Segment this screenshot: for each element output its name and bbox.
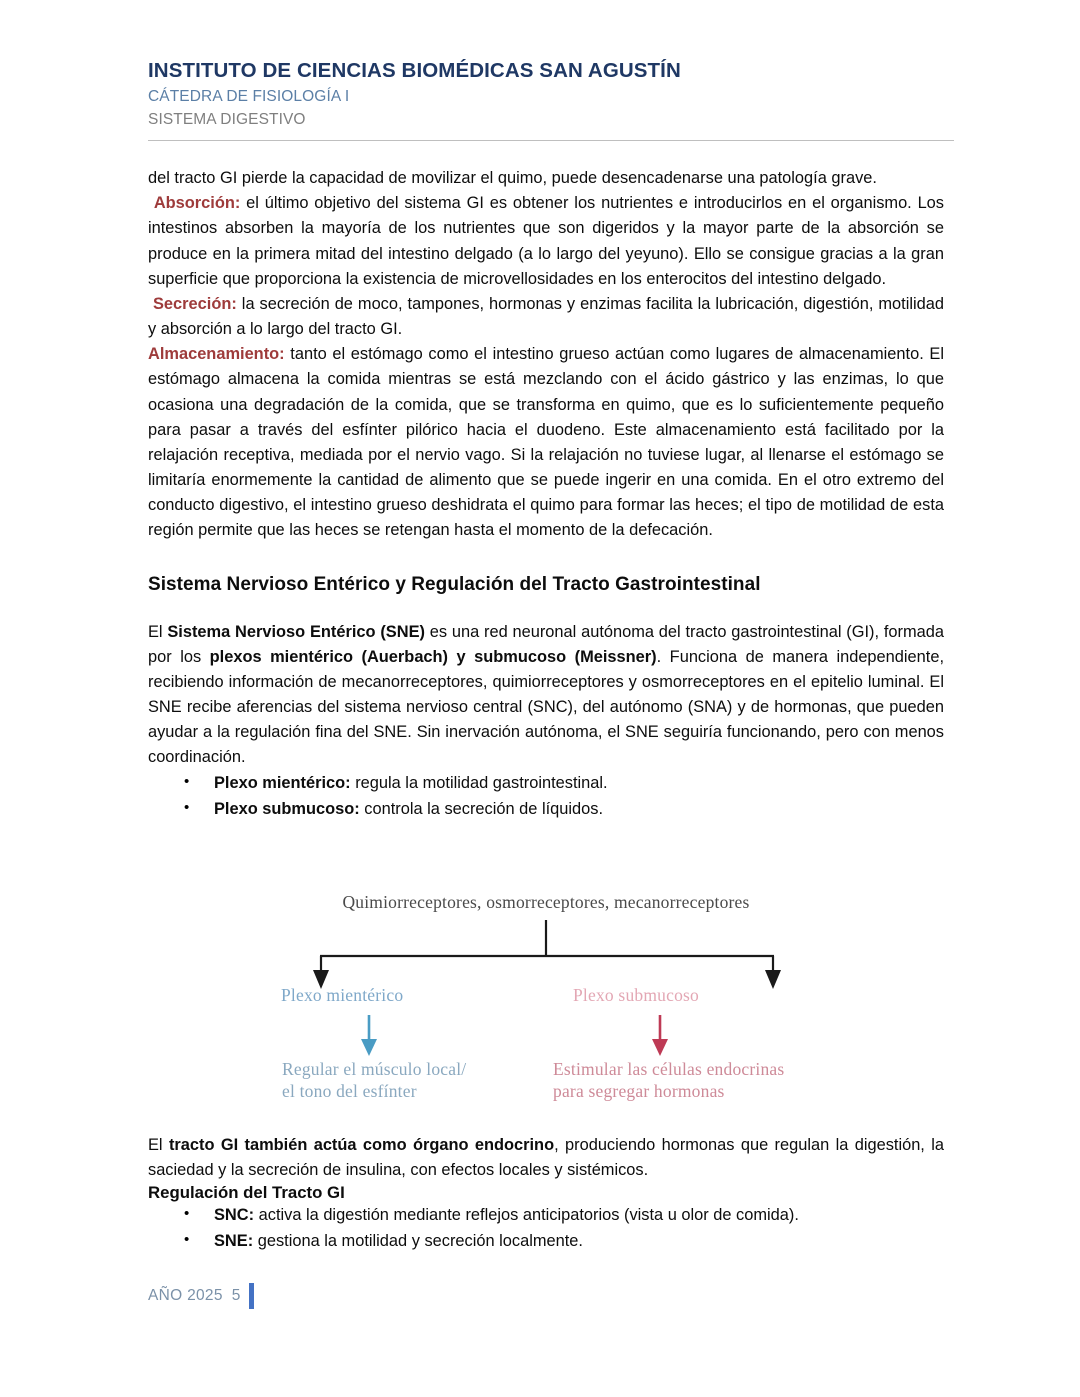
list-item bbox=[148, 1229, 944, 1254]
paragraph-sne bbox=[148, 620, 944, 771]
diagram-label-plexo-submucoso: Plexo submucoso bbox=[573, 985, 699, 1005]
paragraph-almacenamiento-text: tanto el estómago como el intestino grueso actúan como lugares de almacenamiento. El estómago almacena la comida mientras se está mezclando con el ácido gástrico y las enzimas, lo que ocasiona una degradación de la comida, que se transforma en quimo, que es lo suficientemente pequeño para pasar a través del esfínter pilórico hacia el duodeno. Este almacenamiento está facilitado por la relajación receptiva, mediada por el nervio vago. Si la relajación no tuviese lugar, al llenarse el estómago se limitaría enormemente la cantidad de alimento que se puede ingerir en una comida. En el otro extremo del conducto digestivo, el intestino grueso deshidrata el quimo para formar las heces; el tipo de motilidad de esta región permite que las heces se retengan hasta el momento de la defecación. bbox=[148, 345, 944, 540]
paragraph-intro bbox=[148, 166, 944, 191]
footer-accent-bar bbox=[249, 1283, 254, 1309]
paragraph-secrecion-text: la secreción de moco, tampones, hormonas y enzimas facilita la lubricación, digestión, motilidad y absorción a lo largo del tracto GI. bbox=[148, 294, 944, 339]
diagram-outcome-right-line1: Estimular las células endocrinas bbox=[553, 1059, 785, 1079]
page-footer bbox=[148, 1283, 254, 1309]
diagram-label-plexo-mienterico: Plexo mientérico bbox=[281, 985, 404, 1005]
paragraph-endocrino bbox=[148, 1133, 944, 1183]
footer-page-number: 5 bbox=[231, 1287, 241, 1304]
paragraph-secrecion bbox=[148, 292, 944, 342]
subject-subtitle: SISTEMA DIGESTIVO bbox=[148, 110, 306, 128]
institute-title: INSTITUTO DE CIENCIAS BIOMÉDICAS SAN AGUSTÍN bbox=[148, 59, 681, 82]
page-header bbox=[148, 58, 958, 130]
list-item-text: gestiona la motilidad y secreción localmente. bbox=[253, 1232, 583, 1251]
endo-text-c: , produciendo hormonas que regulan la digestión, la saciedad y la secreción de insulina, con efectos locales y sistémicos. bbox=[148, 1136, 944, 1180]
list-item bbox=[148, 1203, 944, 1228]
endo-text-a: El bbox=[148, 1136, 169, 1154]
diagram-outcome-left-line1: Regular el músculo local/ bbox=[282, 1059, 467, 1079]
list-item-text: activa la digestión mediante reflejos anticipatorios (vista u olor de comida). bbox=[254, 1206, 799, 1225]
list-item-text: regula la motilidad gastrointestinal. bbox=[350, 773, 608, 792]
sne-term-plexos: plexos mientérico (Auerbach) y submucoso (Meissner) bbox=[209, 647, 657, 666]
keyword-absorcion: Absorción: bbox=[153, 194, 241, 213]
diagram-connectors bbox=[148, 884, 944, 1124]
list-item-label: Plexo mientérico: bbox=[214, 773, 351, 792]
diagram-outcome-left bbox=[282, 1058, 502, 1103]
arrowhead-crimson-icon bbox=[652, 1039, 668, 1056]
paragraph-absorcion bbox=[148, 191, 944, 292]
sne-text-c: es una red neuronal autónoma del tracto gastrointestinal (GI), formada por los bbox=[148, 622, 944, 666]
list-item-label: SNC: bbox=[214, 1206, 255, 1225]
header-divider bbox=[148, 140, 954, 141]
bullet-dot-icon: • bbox=[184, 798, 190, 816]
footer-year: AÑO 2025 bbox=[148, 1287, 223, 1304]
section-heading: Sistema Nervioso Entérico y Regulación del Tracto Gastrointestinal bbox=[148, 573, 761, 595]
diagram-top-label: Quimiorreceptores, osmorreceptores, mecanorreceptores bbox=[342, 892, 750, 912]
regulacion-bullet-list bbox=[148, 1203, 944, 1254]
list-item-text: controla la secreción de líquidos. bbox=[359, 799, 604, 818]
plexos-bullet-list bbox=[148, 771, 944, 822]
diagram-outcome-right-line2: para segregar hormonas bbox=[553, 1081, 725, 1102]
sne-flow-diagram bbox=[148, 884, 944, 1124]
list-item-label: SNE: bbox=[214, 1232, 254, 1251]
endo-term: tracto GI también actúa como órgano endocrino bbox=[168, 1136, 555, 1154]
list-item bbox=[148, 771, 944, 796]
main-content bbox=[148, 166, 944, 823]
list-item-label: Plexo submucoso: bbox=[214, 799, 360, 818]
subheading-regulacion: Regulación del Tracto GI bbox=[148, 1183, 345, 1203]
diagram-outcome-left-line2: el tono del esfínter bbox=[282, 1081, 417, 1102]
paragraph-intro-text: del tracto GI pierde la capacidad de movilizar el quimo, puede desencadenarse una patología grave. bbox=[148, 169, 877, 187]
department-subtitle: CÁTEDRA DE FISIOLOGÍA I bbox=[148, 87, 350, 105]
paragraph-almacenamiento bbox=[148, 342, 944, 543]
arrowhead-right-black-icon bbox=[765, 970, 781, 989]
bullet-dot-icon: • bbox=[184, 1205, 190, 1223]
bullet-dot-icon: • bbox=[184, 772, 190, 790]
paragraph-absorcion-text: el último objetivo del sistema GI es obtener los nutrientes e introducirlos en el organismo. Los intestinos absorben la mayoría de los nutrientes que son digeridos y la mayor parte de la absorción se produce en la primera mitad del intestino delgado (a lo largo del yeyuno). Ello se consigue gracias a la gran superficie que proporciona la existencia de microvellosidades en los enterocitos del intestino delgado. bbox=[148, 194, 944, 288]
lower-content bbox=[148, 1133, 944, 1256]
keyword-almacenamiento: Almacenamiento: bbox=[148, 345, 285, 364]
sne-text-a: El bbox=[148, 622, 168, 641]
list-item bbox=[148, 797, 944, 822]
sne-text-e: . Funciona de manera independiente, recibiendo información de mecanorreceptores, quimiorreceptores y osmorreceptores en el epitelio luminal. El SNE recibe aferencias del sistema nervioso central (SNC), del autónomo (SNA) y de hormonas, que pueden ayudar a la regulación fina del SNE. Sin inervación autónoma, el SNE seguiría funcionando, pero con menos coordinación. bbox=[148, 647, 944, 767]
sne-term-sne: Sistema Nervioso Entérico (SNE) bbox=[167, 622, 425, 641]
diagram-outcome-right bbox=[553, 1058, 803, 1103]
bullet-dot-icon: • bbox=[184, 1231, 190, 1249]
arrowhead-blue-icon bbox=[361, 1039, 377, 1056]
keyword-secrecion: Secreción: bbox=[153, 294, 237, 313]
